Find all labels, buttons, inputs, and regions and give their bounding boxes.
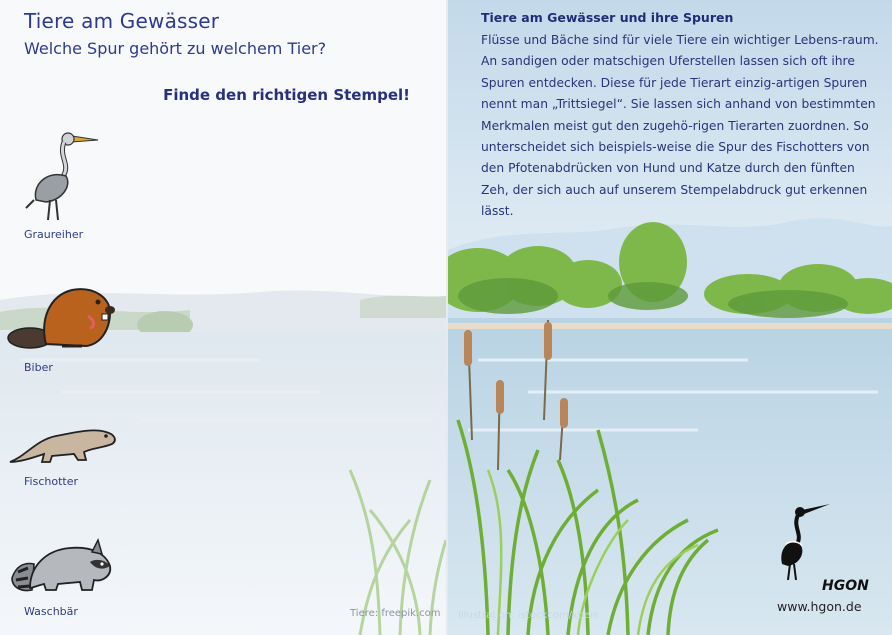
right-card (448, 0, 892, 635)
logo-wordmark: HGON (822, 578, 869, 594)
beaver-icon (6, 282, 126, 352)
section-title: Tiere am Gewässer und ihre Spuren (481, 10, 734, 25)
animal-label-heron: Graureiher (24, 228, 84, 241)
heron-figure (6, 128, 126, 223)
page-title: Tiere am Gewässer (24, 9, 220, 33)
page-subtitle: Welche Spur gehört zu welchem Tier? (24, 39, 327, 58)
otter-figure (6, 418, 126, 468)
otter-icon (6, 418, 126, 468)
call-to-action: Finde den richtigen Stempel! (163, 86, 410, 104)
section-body-text: Flüsse und Bäche sind für viele Tiere ein wichtiger Lebens-raum. An sandigen oder matschigen Uferstellen lassen sich oft ihre Spuren entdecken. Diese für jede Tierart einzig-artigen Spuren nennt man „Trittsiegel“. Sie lassen sich anhand von bestimmten Merkmalen meist gut den zugehö-rigen Tierarten zuordnen. So unterscheidet sich beispiels-weise die Spur des Fischotters von den Pfotenabdrücken von Hund und Katze durch den fünften Zeh, der sich auch auf unserem Stempelabdruck gut erkennen lässt. (481, 33, 879, 219)
raccoon-figure (6, 532, 126, 596)
animal-label-otter: Fischotter (24, 475, 78, 488)
image-credit: Tiere: freepik.com (350, 608, 441, 619)
heron-icon (6, 128, 116, 223)
website-url: www.hgon.de (777, 599, 862, 614)
beaver-figure (6, 282, 126, 352)
animal-label-raccoon: Waschbär (24, 605, 78, 618)
animal-label-beaver: Biber (24, 361, 53, 374)
heron-logo-icon (774, 500, 844, 580)
raccoon-icon (6, 532, 126, 596)
illustration-credit: Illustration: istockcom/kbeis (458, 610, 599, 621)
hgon-logo (770, 500, 888, 620)
